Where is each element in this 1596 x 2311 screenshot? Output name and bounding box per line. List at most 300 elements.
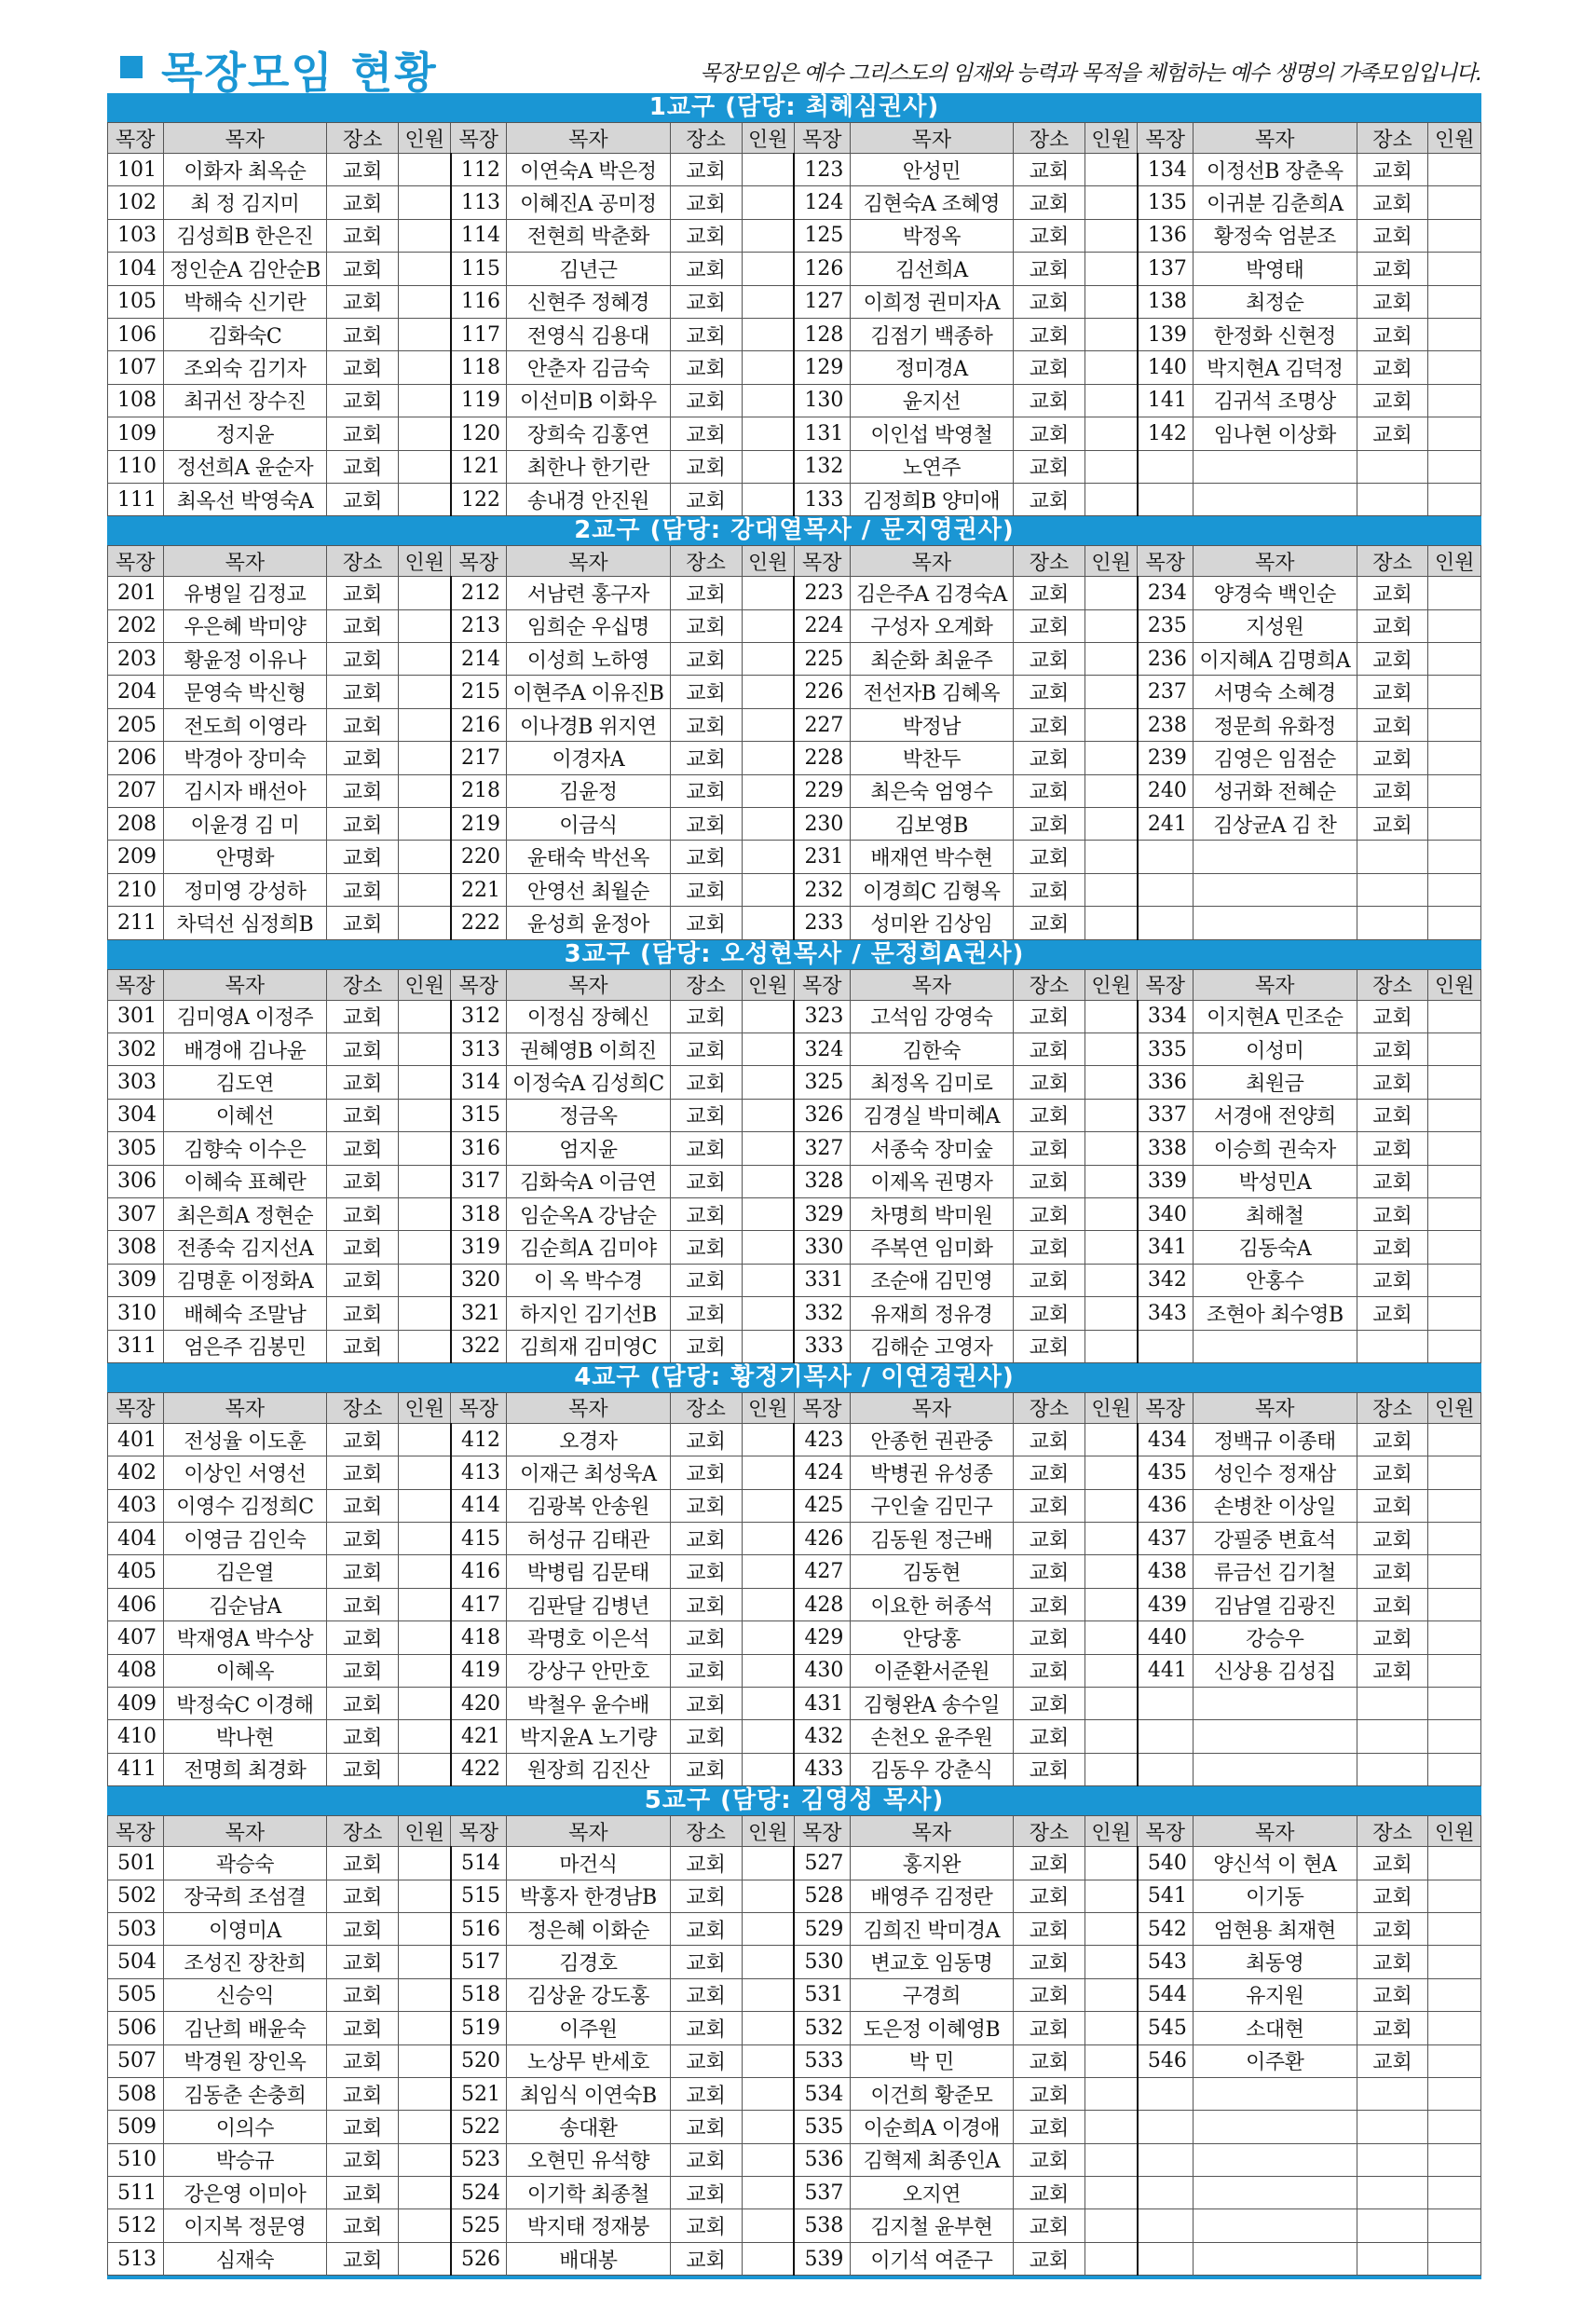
group-number: 438 (1138, 1555, 1194, 1588)
meeting-place: 교회 (670, 808, 742, 841)
leader-names: 김동춘 손충희 (163, 2077, 327, 2110)
column-header: 목장 (451, 1392, 507, 1423)
leader-names: 김보영B (850, 808, 1014, 841)
group-number: 118 (451, 351, 507, 384)
member-count (399, 1456, 451, 1489)
meeting-place (1357, 483, 1428, 515)
meeting-place (1357, 2242, 1428, 2275)
member-count (1428, 808, 1481, 841)
meeting-place: 교회 (327, 1456, 399, 1489)
leader-names (1193, 1688, 1357, 1720)
meeting-place: 교회 (327, 1066, 399, 1099)
column-header: 장소 (670, 969, 742, 1000)
column-header: 목장 (108, 123, 164, 154)
table-row (108, 1231, 1481, 1264)
group-number: 117 (451, 318, 507, 350)
member-count (742, 2077, 794, 2110)
member-count (1084, 643, 1137, 676)
group-number: 532 (794, 2012, 850, 2044)
meeting-place: 교회 (327, 2143, 399, 2176)
group-number: 530 (794, 1946, 850, 1978)
meeting-place: 교회 (1357, 417, 1428, 450)
member-count (399, 1688, 451, 1720)
group-number: 223 (794, 577, 850, 609)
group-number: 545 (1138, 2012, 1194, 2044)
column-header: 인원 (1428, 969, 1481, 1000)
leader-names: 최순화 최윤주 (850, 643, 1014, 676)
meeting-place: 교회 (1014, 1588, 1085, 1620)
column-header: 인원 (1084, 546, 1137, 577)
group-number: 309 (108, 1264, 164, 1296)
meeting-place: 교회 (1014, 1847, 1085, 1880)
leader-names: 김동숙A (1193, 1231, 1357, 1264)
member-count (1084, 1847, 1137, 1880)
member-count (742, 643, 794, 676)
column-header: 인원 (399, 969, 451, 1000)
group-number: 520 (451, 2044, 507, 2077)
group-number: 135 (1138, 186, 1194, 219)
member-count (1428, 351, 1481, 384)
leader-names: 김희재 김미영C (507, 1330, 671, 1362)
member-count (1084, 2044, 1137, 2077)
member-count (1428, 1456, 1481, 1489)
group-number (1138, 483, 1194, 515)
group-number: 439 (1138, 1588, 1194, 1620)
member-count (399, 643, 451, 676)
member-count (1428, 1297, 1481, 1330)
column-header: 목자 (507, 123, 671, 154)
leader-names: 차명희 박미원 (850, 1197, 1014, 1230)
group-number: 514 (451, 1847, 507, 1880)
member-count (742, 1032, 794, 1065)
group-number: 202 (108, 609, 164, 642)
member-count (1428, 1231, 1481, 1264)
leader-names: 박병림 김문태 (507, 1555, 671, 1588)
member-count (1084, 2242, 1137, 2275)
leader-names: 강승우 (1193, 1621, 1357, 1654)
column-header: 목장 (1138, 1816, 1194, 1847)
leader-names: 이상인 서영선 (163, 1456, 327, 1489)
member-count (1428, 2143, 1481, 2176)
group-number: 320 (451, 1264, 507, 1296)
leader-names: 박지태 정재붕 (507, 2209, 671, 2242)
meeting-place: 교회 (1014, 1946, 1085, 1978)
leader-names: 이의수 (163, 2111, 327, 2143)
leader-names: 이주환 (1193, 2044, 1357, 2077)
meeting-place: 교회 (1014, 742, 1085, 774)
leader-names: 배경애 김나윤 (163, 1032, 327, 1065)
group-number: 413 (451, 1456, 507, 1489)
member-count (1428, 1523, 1481, 1555)
district-table (107, 1392, 1481, 1786)
leader-names: 박홍자 한경남B (507, 1880, 671, 1912)
member-count (1084, 1753, 1137, 1785)
meeting-place: 교회 (1014, 417, 1085, 450)
member-count (399, 1032, 451, 1065)
meeting-place: 교회 (670, 577, 742, 609)
group-number: 404 (108, 1523, 164, 1555)
meeting-place: 교회 (1014, 483, 1085, 515)
leader-names: 김화숙C (163, 318, 327, 350)
group-number: 405 (108, 1555, 164, 1588)
meeting-place: 교회 (1357, 1066, 1428, 1099)
column-header: 목자 (1193, 969, 1357, 1000)
member-count (1428, 219, 1481, 252)
group-number: 218 (451, 774, 507, 807)
leader-names: 박경아 장미숙 (163, 742, 327, 774)
meeting-place: 교회 (670, 1523, 742, 1555)
meeting-place: 교회 (1014, 1165, 1085, 1197)
leader-names: 노상무 반세호 (507, 2044, 671, 2077)
member-count (1428, 2077, 1481, 2110)
group-number (1138, 1330, 1194, 1362)
member-count (1428, 318, 1481, 350)
meeting-place: 교회 (670, 186, 742, 219)
district-table (107, 969, 1481, 1363)
member-count (399, 2143, 451, 2176)
group-number: 314 (451, 1066, 507, 1099)
leader-names: 임희순 우십명 (507, 609, 671, 642)
meeting-place: 교회 (1014, 186, 1085, 219)
meeting-place: 교회 (327, 907, 399, 939)
leader-names: 이인섭 박영철 (850, 417, 1014, 450)
table-row (108, 1330, 1481, 1362)
column-header: 목자 (507, 546, 671, 577)
meeting-place: 교회 (1014, 676, 1085, 708)
leader-names: 이성미 (1193, 1032, 1357, 1065)
group-number: 219 (451, 808, 507, 841)
leader-names: 안성민 (850, 154, 1014, 186)
column-header: 인원 (399, 123, 451, 154)
member-count (1084, 384, 1137, 417)
table-row (108, 450, 1481, 483)
meeting-place: 교회 (1014, 2242, 1085, 2275)
group-number: 201 (108, 577, 164, 609)
member-count (1084, 219, 1137, 252)
column-header: 목자 (163, 546, 327, 577)
group-number: 435 (1138, 1456, 1194, 1489)
leader-names: 이혜옥 (163, 1654, 327, 1687)
group-number: 103 (108, 219, 164, 252)
member-count (1428, 483, 1481, 515)
group-number (1138, 2077, 1194, 2110)
meeting-place: 교회 (1357, 774, 1428, 807)
meeting-place: 교회 (1014, 1489, 1085, 1522)
group-number: 301 (108, 1000, 164, 1032)
member-count (1084, 450, 1137, 483)
leader-names: 정문희 유화정 (1193, 708, 1357, 741)
member-count (742, 676, 794, 708)
table-row (108, 1032, 1481, 1065)
meeting-place: 교회 (1357, 742, 1428, 774)
group-number: 340 (1138, 1197, 1194, 1230)
meeting-place: 교회 (327, 1165, 399, 1197)
meeting-place: 교회 (327, 609, 399, 642)
group-number (1138, 2143, 1194, 2176)
member-count (399, 1066, 451, 1099)
meeting-place: 교회 (327, 1132, 399, 1165)
leader-names: 이기학 최종철 (507, 2177, 671, 2209)
column-header: 인원 (1428, 546, 1481, 577)
leader-names: 서남련 홍구자 (507, 577, 671, 609)
column-header: 목장 (1138, 546, 1194, 577)
group-number: 524 (451, 2177, 507, 2209)
leader-names: 안영선 최월순 (507, 873, 671, 906)
meeting-place: 교회 (670, 384, 742, 417)
leader-names: 곽승숙 (163, 1847, 327, 1880)
meeting-place (1357, 1720, 1428, 1753)
leader-names: 박정숙C 이경해 (163, 1688, 327, 1720)
member-count (1428, 1588, 1481, 1620)
member-count (1084, 774, 1137, 807)
meeting-place: 교회 (1357, 1946, 1428, 1978)
meeting-place: 교회 (327, 1688, 399, 1720)
leader-names: 박승규 (163, 2143, 327, 2176)
leader-names: 김경호 (507, 1946, 671, 1978)
table-row (108, 1264, 1481, 1296)
leader-names: 서명숙 소혜경 (1193, 676, 1357, 708)
meeting-place: 교회 (1014, 384, 1085, 417)
group-number: 227 (794, 708, 850, 741)
group-number: 512 (108, 2209, 164, 2242)
member-count (399, 841, 451, 873)
group-number: 427 (794, 1555, 850, 1588)
leader-names: 황정숙 엄분조 (1193, 219, 1357, 252)
leader-names: 장국희 조섬결 (163, 1880, 327, 1912)
group-number: 308 (108, 1231, 164, 1264)
leader-names: 이혜선 (163, 1099, 327, 1131)
leader-names: 신승익 (163, 1978, 327, 2011)
member-count (742, 2111, 794, 2143)
table-row (108, 1132, 1481, 1165)
member-count (742, 1621, 794, 1654)
leader-names (1193, 2143, 1357, 2176)
meeting-place: 교회 (670, 1132, 742, 1165)
member-count (399, 2077, 451, 2110)
leader-names: 이화자 최옥순 (163, 154, 327, 186)
meeting-place: 교회 (1357, 1588, 1428, 1620)
group-number: 106 (108, 318, 164, 350)
member-count (399, 1231, 451, 1264)
member-count (1084, 1165, 1137, 1197)
member-count (1084, 186, 1137, 219)
column-header: 목자 (163, 123, 327, 154)
meeting-place: 교회 (1357, 1847, 1428, 1880)
leader-names: 김점기 백종하 (850, 318, 1014, 350)
leader-names: 이정심 장혜신 (507, 1000, 671, 1032)
meeting-place: 교회 (670, 2111, 742, 2143)
column-header: 목장 (794, 123, 850, 154)
meeting-place: 교회 (1014, 1330, 1085, 1362)
group-number: 420 (451, 1688, 507, 1720)
leader-names: 최원금 (1193, 1066, 1357, 1099)
table-row (108, 742, 1481, 774)
column-header: 인원 (1428, 1392, 1481, 1423)
group-number: 527 (794, 1847, 850, 1880)
meeting-place: 교회 (670, 219, 742, 252)
member-count (742, 1978, 794, 2011)
member-count (1428, 1753, 1481, 1785)
leader-names: 김년근 (507, 253, 671, 285)
leader-names: 유재희 정유경 (850, 1297, 1014, 1330)
group-number: 521 (451, 2077, 507, 2110)
meeting-place: 교회 (327, 808, 399, 841)
leader-names (1193, 450, 1357, 483)
leader-names: 이혜진A 공미정 (507, 186, 671, 219)
leader-names: 최정옥 김미로 (850, 1066, 1014, 1099)
meeting-place: 교회 (1014, 2044, 1085, 2077)
meeting-place: 교회 (327, 1621, 399, 1654)
meeting-place: 교회 (670, 1264, 742, 1296)
group-number: 336 (1138, 1066, 1194, 1099)
column-header: 장소 (670, 546, 742, 577)
table-row (108, 186, 1481, 219)
group-number: 509 (108, 2111, 164, 2143)
group-number: 421 (451, 1720, 507, 1753)
leader-names: 박나현 (163, 1720, 327, 1753)
member-count (399, 1588, 451, 1620)
meeting-place: 교회 (670, 609, 742, 642)
meeting-place: 교회 (327, 1197, 399, 1230)
table-row (108, 219, 1481, 252)
member-count (399, 742, 451, 774)
group-number: 210 (108, 873, 164, 906)
group-number: 414 (451, 1489, 507, 1522)
leader-names: 정미영 강성하 (163, 873, 327, 906)
member-count (1084, 1066, 1137, 1099)
group-number: 113 (451, 186, 507, 219)
leader-names: 김화숙A 이금연 (507, 1165, 671, 1197)
leader-names: 주복연 임미화 (850, 1231, 1014, 1264)
leader-names: 전영식 김용대 (507, 318, 671, 350)
group-number: 241 (1138, 808, 1194, 841)
column-header: 장소 (327, 1392, 399, 1423)
meeting-place: 교회 (1357, 1489, 1428, 1522)
group-number: 132 (794, 450, 850, 483)
meeting-place: 교회 (327, 1555, 399, 1588)
group-number (1138, 2111, 1194, 2143)
leader-names: 김시자 배선아 (163, 774, 327, 807)
leader-names: 박병권 유성종 (850, 1456, 1014, 1489)
group-number: 231 (794, 841, 850, 873)
group-number: 114 (451, 219, 507, 252)
column-header: 인원 (1428, 123, 1481, 154)
leader-names: 이기동 (1193, 1880, 1357, 1912)
group-number: 230 (794, 808, 850, 841)
meeting-place: 교회 (1014, 643, 1085, 676)
meeting-place: 교회 (327, 2209, 399, 2242)
meeting-place: 교회 (1014, 873, 1085, 906)
table-row (108, 1753, 1481, 1785)
leader-names: 윤지선 (850, 384, 1014, 417)
meeting-place: 교회 (670, 417, 742, 450)
table-row (108, 1880, 1481, 1912)
member-count (399, 1297, 451, 1330)
leader-names: 유지원 (1193, 1978, 1357, 2011)
leader-names: 이정선B 장춘옥 (1193, 154, 1357, 186)
column-header: 목자 (163, 1816, 327, 1847)
member-count (742, 742, 794, 774)
leader-names: 김상윤 강도홍 (507, 1978, 671, 2011)
leader-names: 정인순A 김안순B (163, 253, 327, 285)
meeting-place: 교회 (327, 219, 399, 252)
meeting-place: 교회 (670, 253, 742, 285)
leader-names: 이정숙A 김성희C (507, 1066, 671, 1099)
meeting-place: 교회 (670, 450, 742, 483)
member-count (399, 2111, 451, 2143)
group-number: 141 (1138, 384, 1194, 417)
member-count (742, 483, 794, 515)
member-count (1084, 841, 1137, 873)
table-row (108, 2177, 1481, 2209)
column-header: 장소 (1014, 123, 1085, 154)
meeting-place: 교회 (1014, 1231, 1085, 1264)
group-number: 533 (794, 2044, 850, 2077)
group-number: 402 (108, 1456, 164, 1489)
meeting-place: 교회 (1014, 2209, 1085, 2242)
column-header: 목자 (850, 123, 1014, 154)
group-number: 105 (108, 285, 164, 318)
meeting-place: 교회 (327, 577, 399, 609)
group-number: 331 (794, 1264, 850, 1296)
group-number: 134 (1138, 154, 1194, 186)
group-number: 515 (451, 1880, 507, 1912)
meeting-place: 교회 (670, 742, 742, 774)
group-number: 234 (1138, 577, 1194, 609)
member-count (1084, 1555, 1137, 1588)
group-number: 423 (794, 1423, 850, 1456)
table-row (108, 417, 1481, 450)
member-count (1428, 1654, 1481, 1687)
group-number: 540 (1138, 1847, 1194, 1880)
member-count (742, 1099, 794, 1131)
member-count (1428, 1132, 1481, 1165)
member-count (742, 808, 794, 841)
meeting-place: 교회 (327, 742, 399, 774)
member-count (1084, 318, 1137, 350)
group-number: 203 (108, 643, 164, 676)
leader-names: 김희진 박미경A (850, 1912, 1014, 1945)
table-row (108, 1621, 1481, 1654)
group-number: 239 (1138, 742, 1194, 774)
meeting-place: 교회 (327, 2111, 399, 2143)
member-count (1084, 417, 1137, 450)
group-number: 529 (794, 1912, 850, 1945)
group-number (1138, 2177, 1194, 2209)
meeting-place: 교회 (327, 1523, 399, 1555)
meeting-place: 교회 (1357, 253, 1428, 285)
leader-names: 오지연 (850, 2177, 1014, 2209)
member-count (1084, 1489, 1137, 1522)
leader-names: 김영은 임점순 (1193, 742, 1357, 774)
meeting-place: 교회 (1014, 1720, 1085, 1753)
member-count (1084, 154, 1137, 186)
group-number: 127 (794, 285, 850, 318)
table-row (108, 609, 1481, 642)
leader-names: 우은혜 박미양 (163, 609, 327, 642)
column-header: 인원 (399, 1392, 451, 1423)
group-number: 321 (451, 1297, 507, 1330)
column-header: 목장 (108, 969, 164, 1000)
member-count (1428, 1066, 1481, 1099)
column-header: 목자 (1193, 1816, 1357, 1847)
member-count (1428, 1423, 1481, 1456)
column-header: 목장 (451, 123, 507, 154)
group-number: 513 (108, 2242, 164, 2275)
group-number: 516 (451, 1912, 507, 1945)
group-number: 137 (1138, 253, 1194, 285)
member-count (399, 907, 451, 939)
